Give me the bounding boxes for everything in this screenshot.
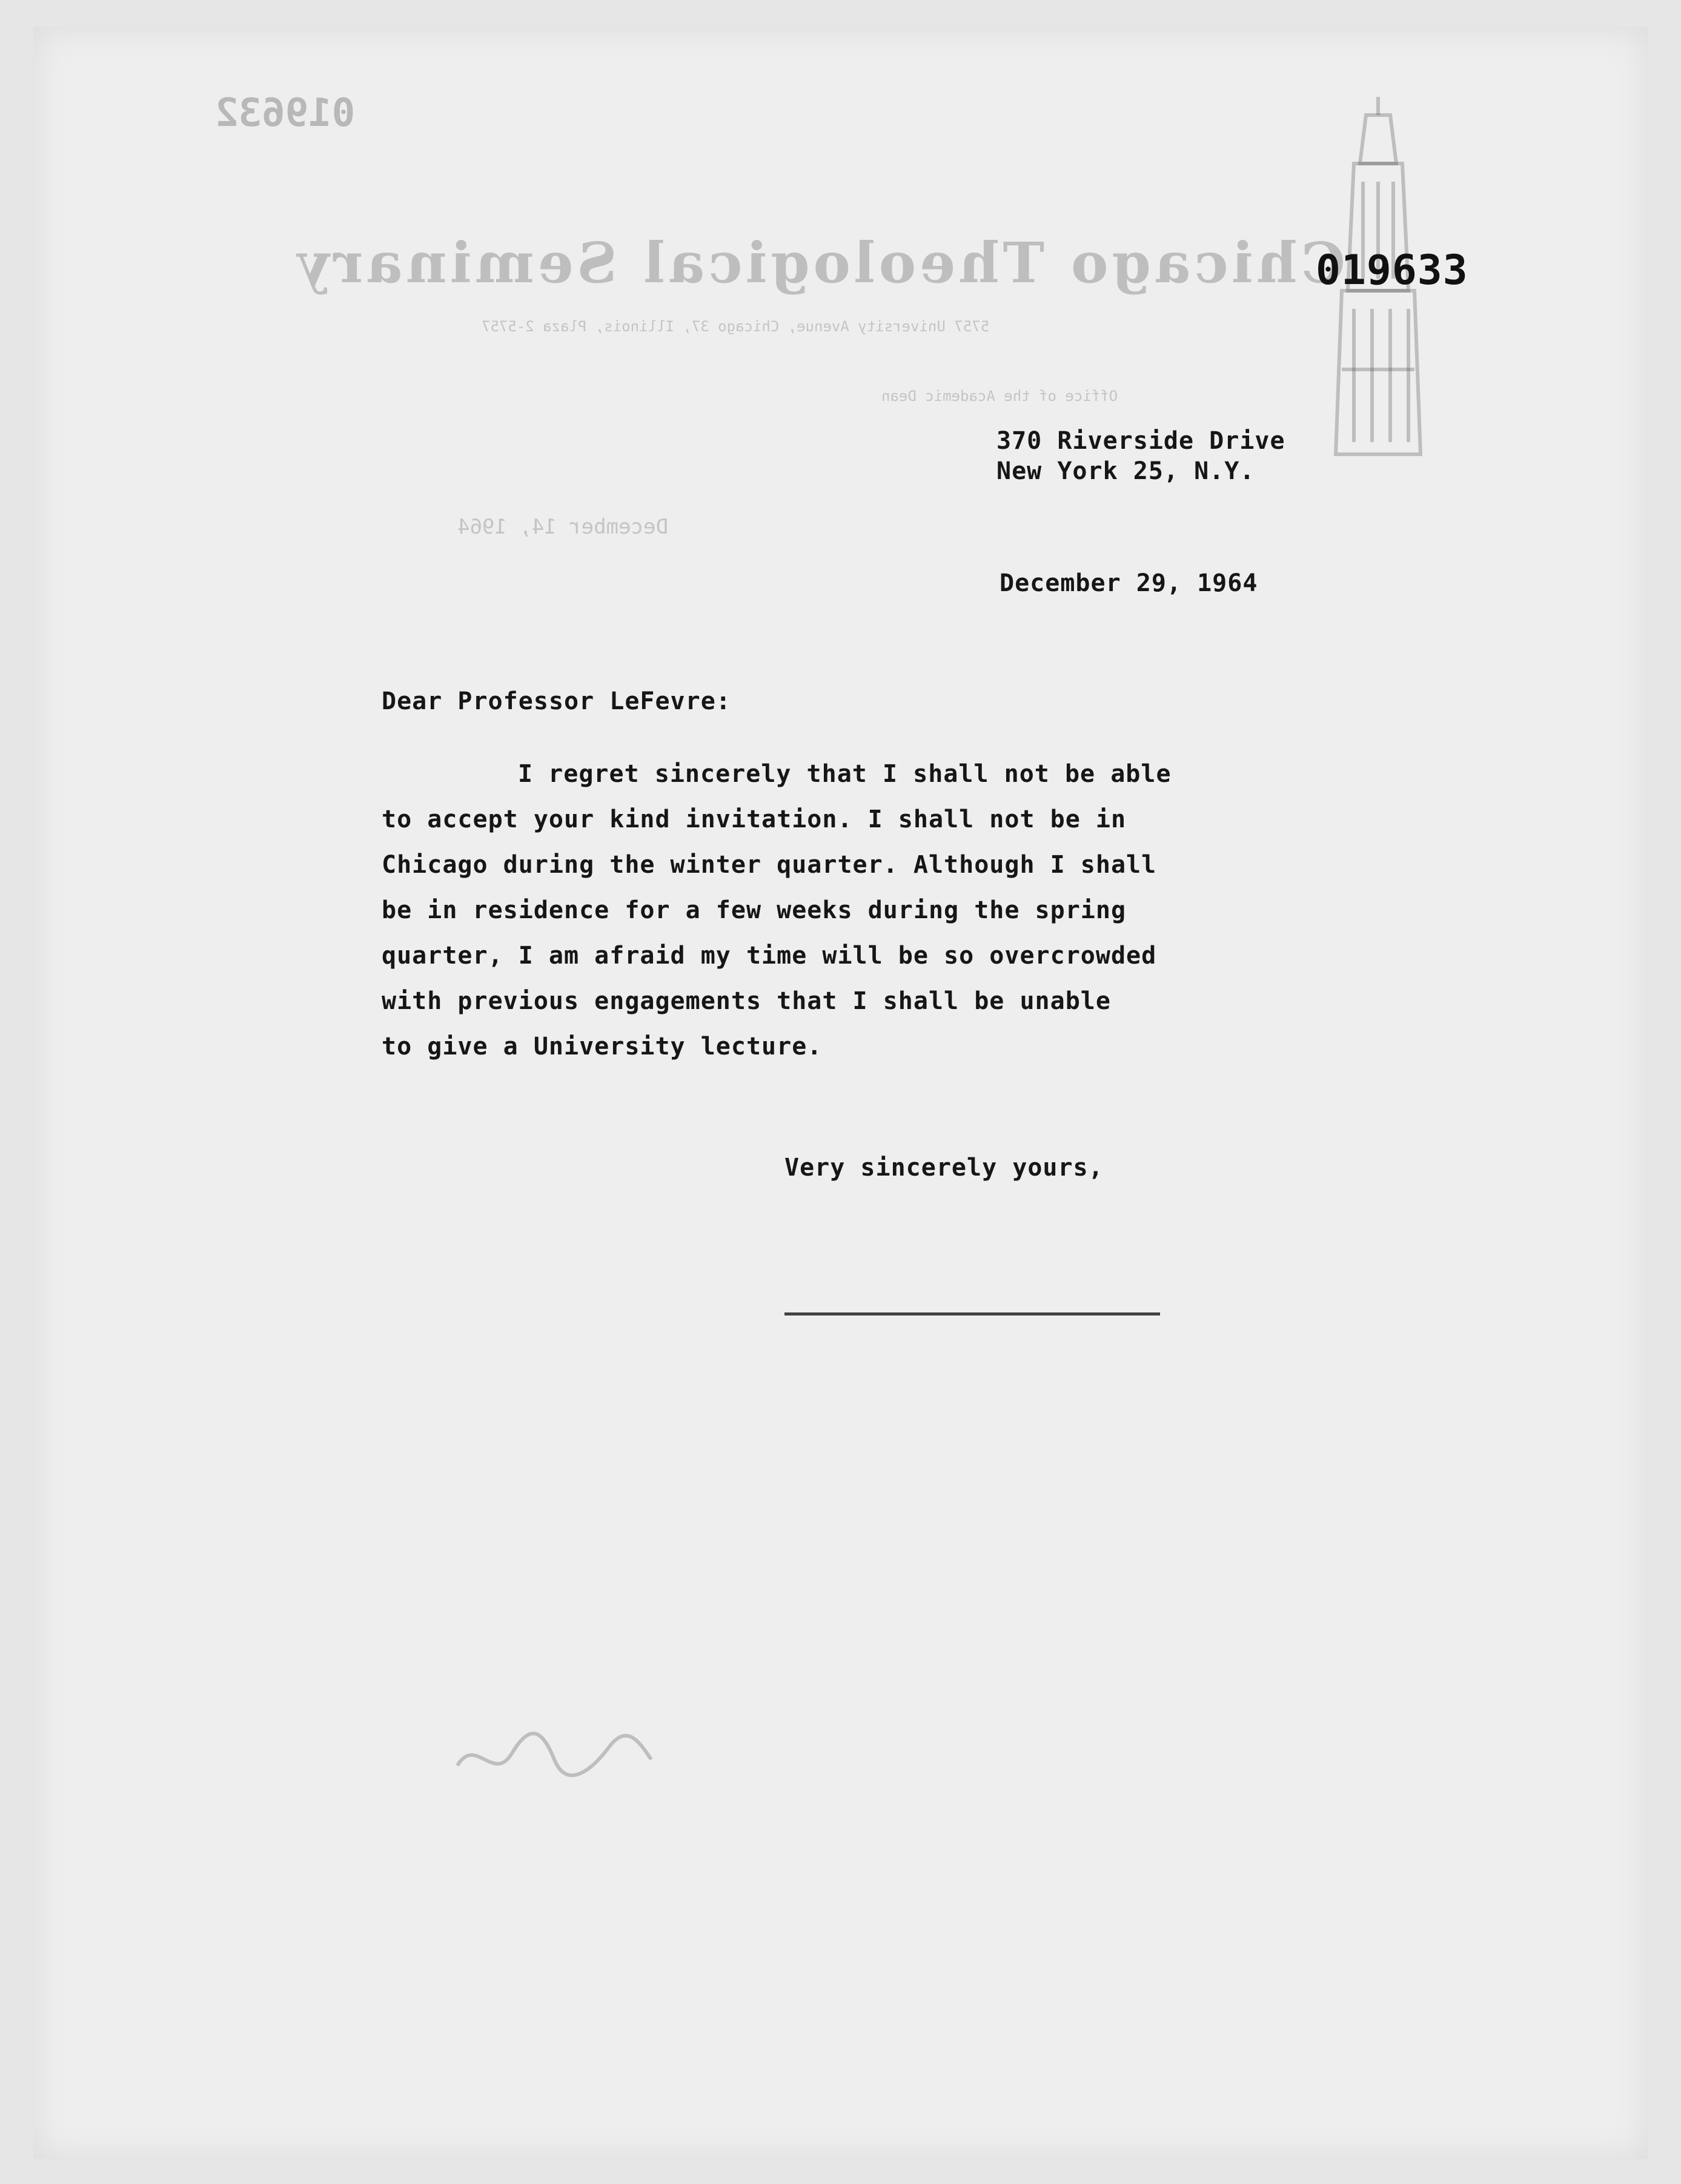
body-line: to accept your kind invitation. I shall not be in — [382, 806, 1127, 833]
salutation: Dear Professor LeFevre: — [382, 687, 731, 715]
letter-page — [33, 27, 1648, 2159]
body-line: Chicago during the winter quarter. Although I shall — [382, 851, 1157, 879]
body-line: be in residence for a few weeks during the spring — [382, 896, 1127, 924]
signature-scribble-icon — [451, 1717, 657, 1790]
bleed-through-letterhead: Chicago Theological Seminary — [294, 230, 1345, 296]
bleed-through-number: 019632 — [215, 91, 356, 136]
body-line: to give a University lecture. — [382, 1033, 823, 1061]
address-line-1: 370 Riverside Drive — [996, 427, 1285, 455]
body-line: I regret sincerely that I shall not be able — [518, 760, 1172, 788]
body-line: with previous engagements that I shall be unable — [382, 987, 1111, 1015]
bleed-through-office: Office of the Academic Dean — [881, 388, 1118, 405]
bleed-through-date: December 14, 1964 — [457, 515, 668, 539]
document-number-stamp: 019633 — [1316, 247, 1468, 294]
underline-mark — [784, 1312, 1160, 1315]
bleed-through-address: 5757 University Avenue, Chicago 37, Illinois, Plaza 2-5757 — [482, 318, 990, 335]
body-line: quarter, I am afraid my time will be so overcrowded — [382, 942, 1157, 970]
letter-date: December 29, 1964 — [1000, 569, 1258, 597]
address-line-2: New York 25, N.Y. — [996, 457, 1255, 485]
closing: Very sincerely yours, — [784, 1154, 1104, 1182]
